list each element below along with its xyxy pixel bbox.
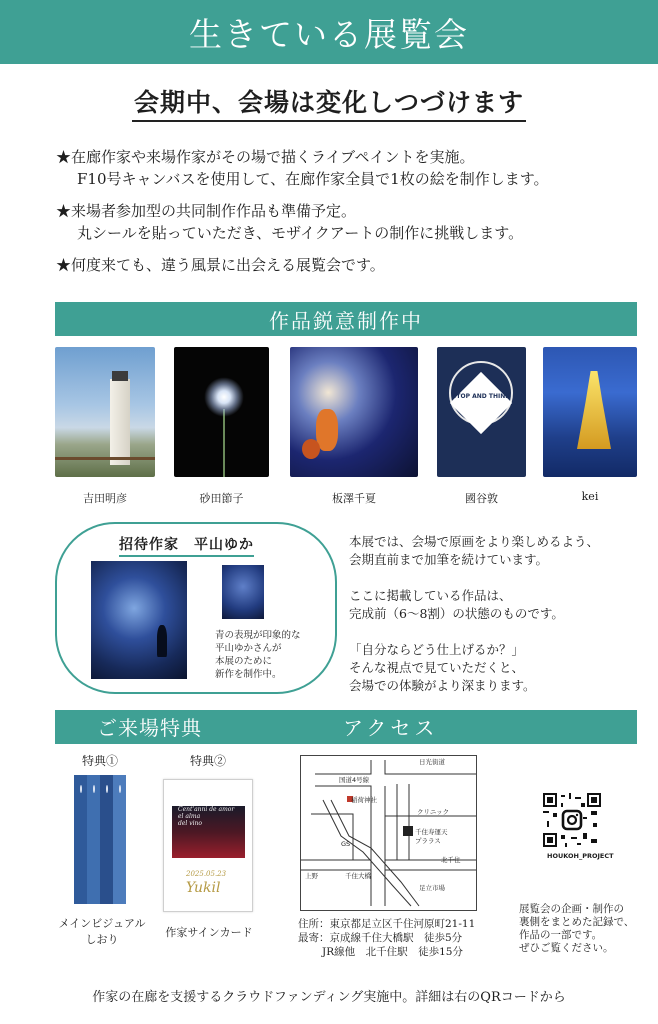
access-address: [298, 917, 475, 959]
feature-line: F10号キャンバスを使用して、在廊作家全員で1枚の絵を制作します。: [77, 170, 549, 188]
headline-text: 会期中、会場は変化しつづけます: [132, 88, 526, 122]
intro-paragraph: 「自分ならどう仕上げるか？」 そんな視点で見ていただくと、 会場での体験がより深まります。: [349, 642, 536, 693]
artwork-gallery: [0, 347, 658, 507]
map-label: クリニック: [417, 808, 450, 816]
feature-item: [56, 200, 636, 244]
map-label: プララス: [415, 837, 441, 845]
feature-line: ★何度来ても、違う風景に出会える展覧会です。: [56, 256, 385, 274]
artist-name: 砂田節子: [199, 492, 244, 505]
works-section-title: 作品鋭意制作中: [269, 308, 423, 333]
intro-paragraph: ここに掲載している作品は、 完成前（6〜8割）の状態のものです。: [349, 588, 564, 621]
lighthouse-painting: [55, 347, 155, 477]
footer-note: 作家の在廊を支援するクラウドファンディング実施中。詳細は右のQRコードから: [92, 990, 566, 1005]
artist-name: 吉田明彦: [83, 492, 127, 505]
venue-marker: [403, 826, 413, 836]
guest-small-painting: [222, 565, 264, 619]
perks-access-header: [55, 710, 637, 744]
feature-line: ★来場者参加型の共同制作作品も準備予定。: [56, 202, 357, 220]
page-title: 生きている展覧会: [189, 14, 469, 54]
artist-name: 板澤千夏: [332, 492, 376, 505]
card-signature: Yukil: [186, 880, 221, 896]
poster-text: STOP AND THINK: [452, 393, 510, 400]
address-line: 住所：東京都足立区千住河原町21-11: [298, 918, 476, 930]
map-label: 日光街道: [419, 758, 445, 766]
qr-code[interactable]: [543, 793, 601, 847]
qr-label: HOUKOH_PROJECT: [547, 852, 614, 860]
map-label: 国道4号線: [339, 776, 370, 784]
map-label: 稲荷神社: [351, 796, 377, 804]
city-painting: [543, 347, 637, 477]
artwork-item: [174, 347, 269, 506]
guest-main-painting: [91, 561, 187, 679]
works-section-header: [55, 302, 637, 336]
abstract-painting: [290, 347, 418, 477]
nearest-station: 最寄：京成線千住大橋駅 徒歩5分: [298, 932, 463, 944]
intro-paragraph: 本展では、会場で原画をより楽しめるよう、 会期直前まで加筆を続けています。: [349, 534, 600, 567]
artwork-item: [290, 347, 418, 506]
map-label: 千住大橋: [345, 872, 371, 880]
jr-station: JR線他 北千住駅 徒歩15分: [322, 946, 463, 958]
feature-item: [56, 146, 636, 190]
map-label: 上野: [305, 872, 318, 880]
feature-line: ★在廊作家や来場作家がその場で描くライブペイントを実施。: [56, 148, 475, 166]
artist-name: 國谷敦: [465, 492, 498, 505]
feature-list: [56, 146, 636, 286]
map-label: 北千住: [441, 856, 461, 864]
headline: [0, 83, 658, 119]
card-date: 2025.05.23: [186, 870, 227, 878]
access-title: アクセス: [343, 716, 439, 740]
sign-card-image: [163, 779, 253, 912]
guest-artist-title: 招待作家 平山ゆか: [119, 534, 254, 557]
flower-painting: [174, 347, 269, 477]
artwork-item: [55, 347, 155, 506]
perk-2-label: 特典②: [190, 754, 227, 768]
perk-2-caption: 作家サインカード: [165, 926, 253, 939]
bookmark-image: [74, 775, 126, 904]
card-script: Cent'anni de amor el alma del vino: [178, 806, 235, 827]
map-roads: [301, 756, 476, 910]
artist-name: kei: [581, 490, 599, 503]
access-map: [300, 755, 477, 911]
map-label: 千住寿運天: [415, 828, 448, 836]
title-banner: [0, 0, 658, 64]
perks-title: ご来場特典: [97, 716, 202, 740]
map-label: 足立市場: [419, 884, 445, 892]
feature-item: [56, 254, 636, 276]
artwork-item: [543, 347, 637, 503]
intro-text: [349, 533, 599, 695]
feature-line: 丸シールを貼っていただき、モザイクアートの制作に挑戦します。: [77, 224, 524, 242]
poster-artwork: [437, 347, 526, 477]
perk-1-caption: メインビジュアル しおり: [58, 917, 146, 946]
qr-note: 展覧会の企画・制作の 裏側をまとめた記録で、 作品の一部です。 ぜひご覧ください。: [519, 903, 635, 954]
guest-note: 青の表現が印象的な 平山ゆかさんが 本展のために 新作を制作中。: [215, 630, 301, 680]
artwork-item: [437, 347, 526, 506]
perk-1-label: 特典①: [82, 754, 119, 768]
map-label: GS: [341, 840, 351, 848]
